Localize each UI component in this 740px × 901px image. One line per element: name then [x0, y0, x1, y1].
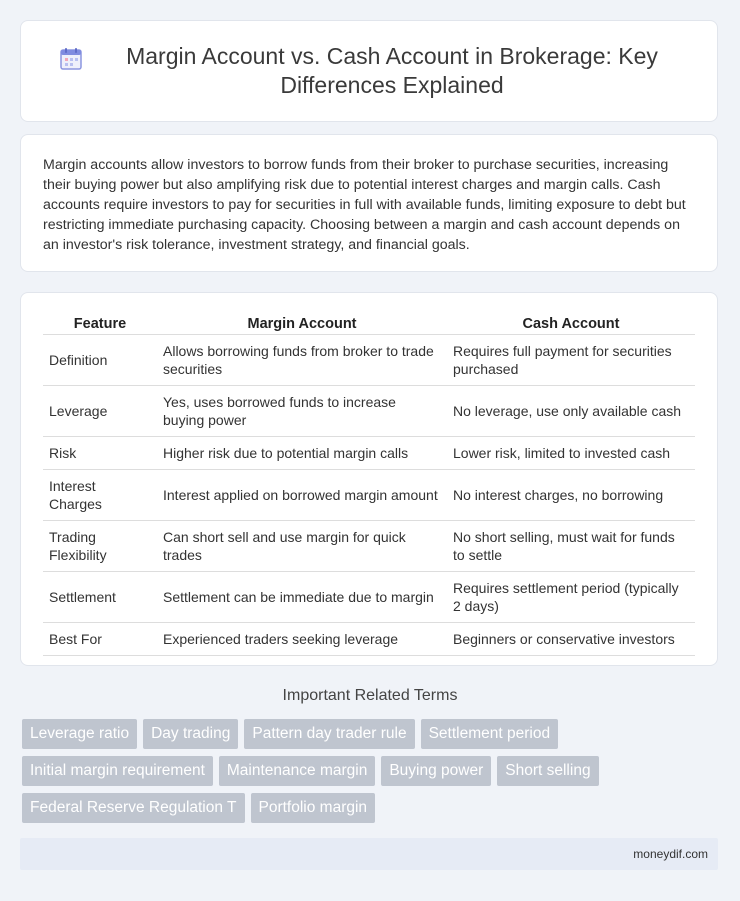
comparison-card — [20, 292, 718, 666]
term-tag[interactable]: Maintenance margin — [219, 756, 375, 786]
related-terms-heading: Important Related Terms — [282, 687, 458, 704]
table-row — [43, 572, 695, 623]
cash-cell: Requires full payment for securities purchased — [447, 335, 695, 386]
margin-cell: Allows borrowing funds from broker to trade securities — [157, 335, 447, 386]
term-tag[interactable]: Initial margin requirement — [22, 756, 213, 786]
table-row — [43, 470, 695, 521]
term-tag[interactable]: Portfolio margin — [251, 793, 376, 823]
margin-cell: Experienced traders seeking leverage — [157, 623, 447, 656]
margin-cell: Yes, uses borrowed funds to increase buying power — [157, 386, 447, 437]
cash-cell: Requires settlement period (typically 2 days) — [447, 572, 695, 623]
intro-paragraph: Margin accounts allow investors to borrow funds from their broker to purchase securities, increasing their buying power but also amplifying risk due to potential interest charges and margin calls. Cash accounts require investors to pay for securities in full with available funds, limiting exposure to debt but restricting immediate purchasing capacity. Choosing between a margin and cash account depends on an investor's risk tolerance, investment strategy, and financial goals. — [43, 157, 686, 253]
feature-cell: Interest Charges — [43, 470, 157, 521]
feature-cell: Definition — [43, 335, 157, 386]
cash-cell: No short selling, must wait for funds to settle — [447, 521, 695, 572]
page-title: Margin Account vs. Cash Account in Brokerage: Key Differences Explained — [126, 43, 658, 98]
term-tag[interactable]: Settlement period — [421, 719, 559, 749]
table-row — [43, 521, 695, 572]
feature-cell: Settlement — [43, 572, 157, 623]
table-header-row — [43, 311, 695, 335]
header-cash-account: Cash Account — [447, 311, 695, 335]
title-card — [20, 20, 718, 122]
cash-cell: Lower risk, limited to invested cash — [447, 437, 695, 470]
cash-cell: No interest charges, no borrowing — [447, 470, 695, 521]
margin-cell: Settlement can be immediate due to margin — [157, 572, 447, 623]
intro-card — [20, 134, 718, 272]
feature-cell: Best For — [43, 623, 157, 656]
term-tag[interactable]: Short selling — [497, 756, 598, 786]
feature-cell: Trading Flexibility — [43, 521, 157, 572]
feature-cell: Risk — [43, 437, 157, 470]
feature-cell: Leverage — [43, 386, 157, 437]
related-terms-list — [22, 719, 722, 823]
margin-cell: Higher risk due to potential margin calls — [157, 437, 447, 470]
title-wrap — [59, 42, 679, 100]
header-margin-account: Margin Account — [157, 311, 447, 335]
term-tag[interactable]: Day trading — [143, 719, 238, 749]
table-row — [43, 386, 695, 437]
term-tag[interactable]: Leverage ratio — [22, 719, 137, 749]
table-row — [43, 623, 695, 656]
term-tag[interactable]: Federal Reserve Regulation T — [22, 793, 245, 823]
footer — [20, 838, 718, 870]
footer-site-link[interactable]: moneydif.com — [633, 847, 708, 861]
table-row — [43, 335, 695, 386]
table-row — [43, 437, 695, 470]
cash-cell: No leverage, use only available cash — [447, 386, 695, 437]
margin-cell: Can short sell and use margin for quick trades — [157, 521, 447, 572]
term-tag[interactable]: Buying power — [381, 756, 491, 786]
term-tag[interactable]: Pattern day trader rule — [244, 719, 414, 749]
calendar-icon — [59, 46, 85, 72]
margin-cell: Interest applied on borrowed margin amount — [157, 470, 447, 521]
cash-cell: Beginners or conservative investors — [447, 623, 695, 656]
comparison-table — [43, 311, 695, 656]
header-feature: Feature — [43, 311, 157, 335]
